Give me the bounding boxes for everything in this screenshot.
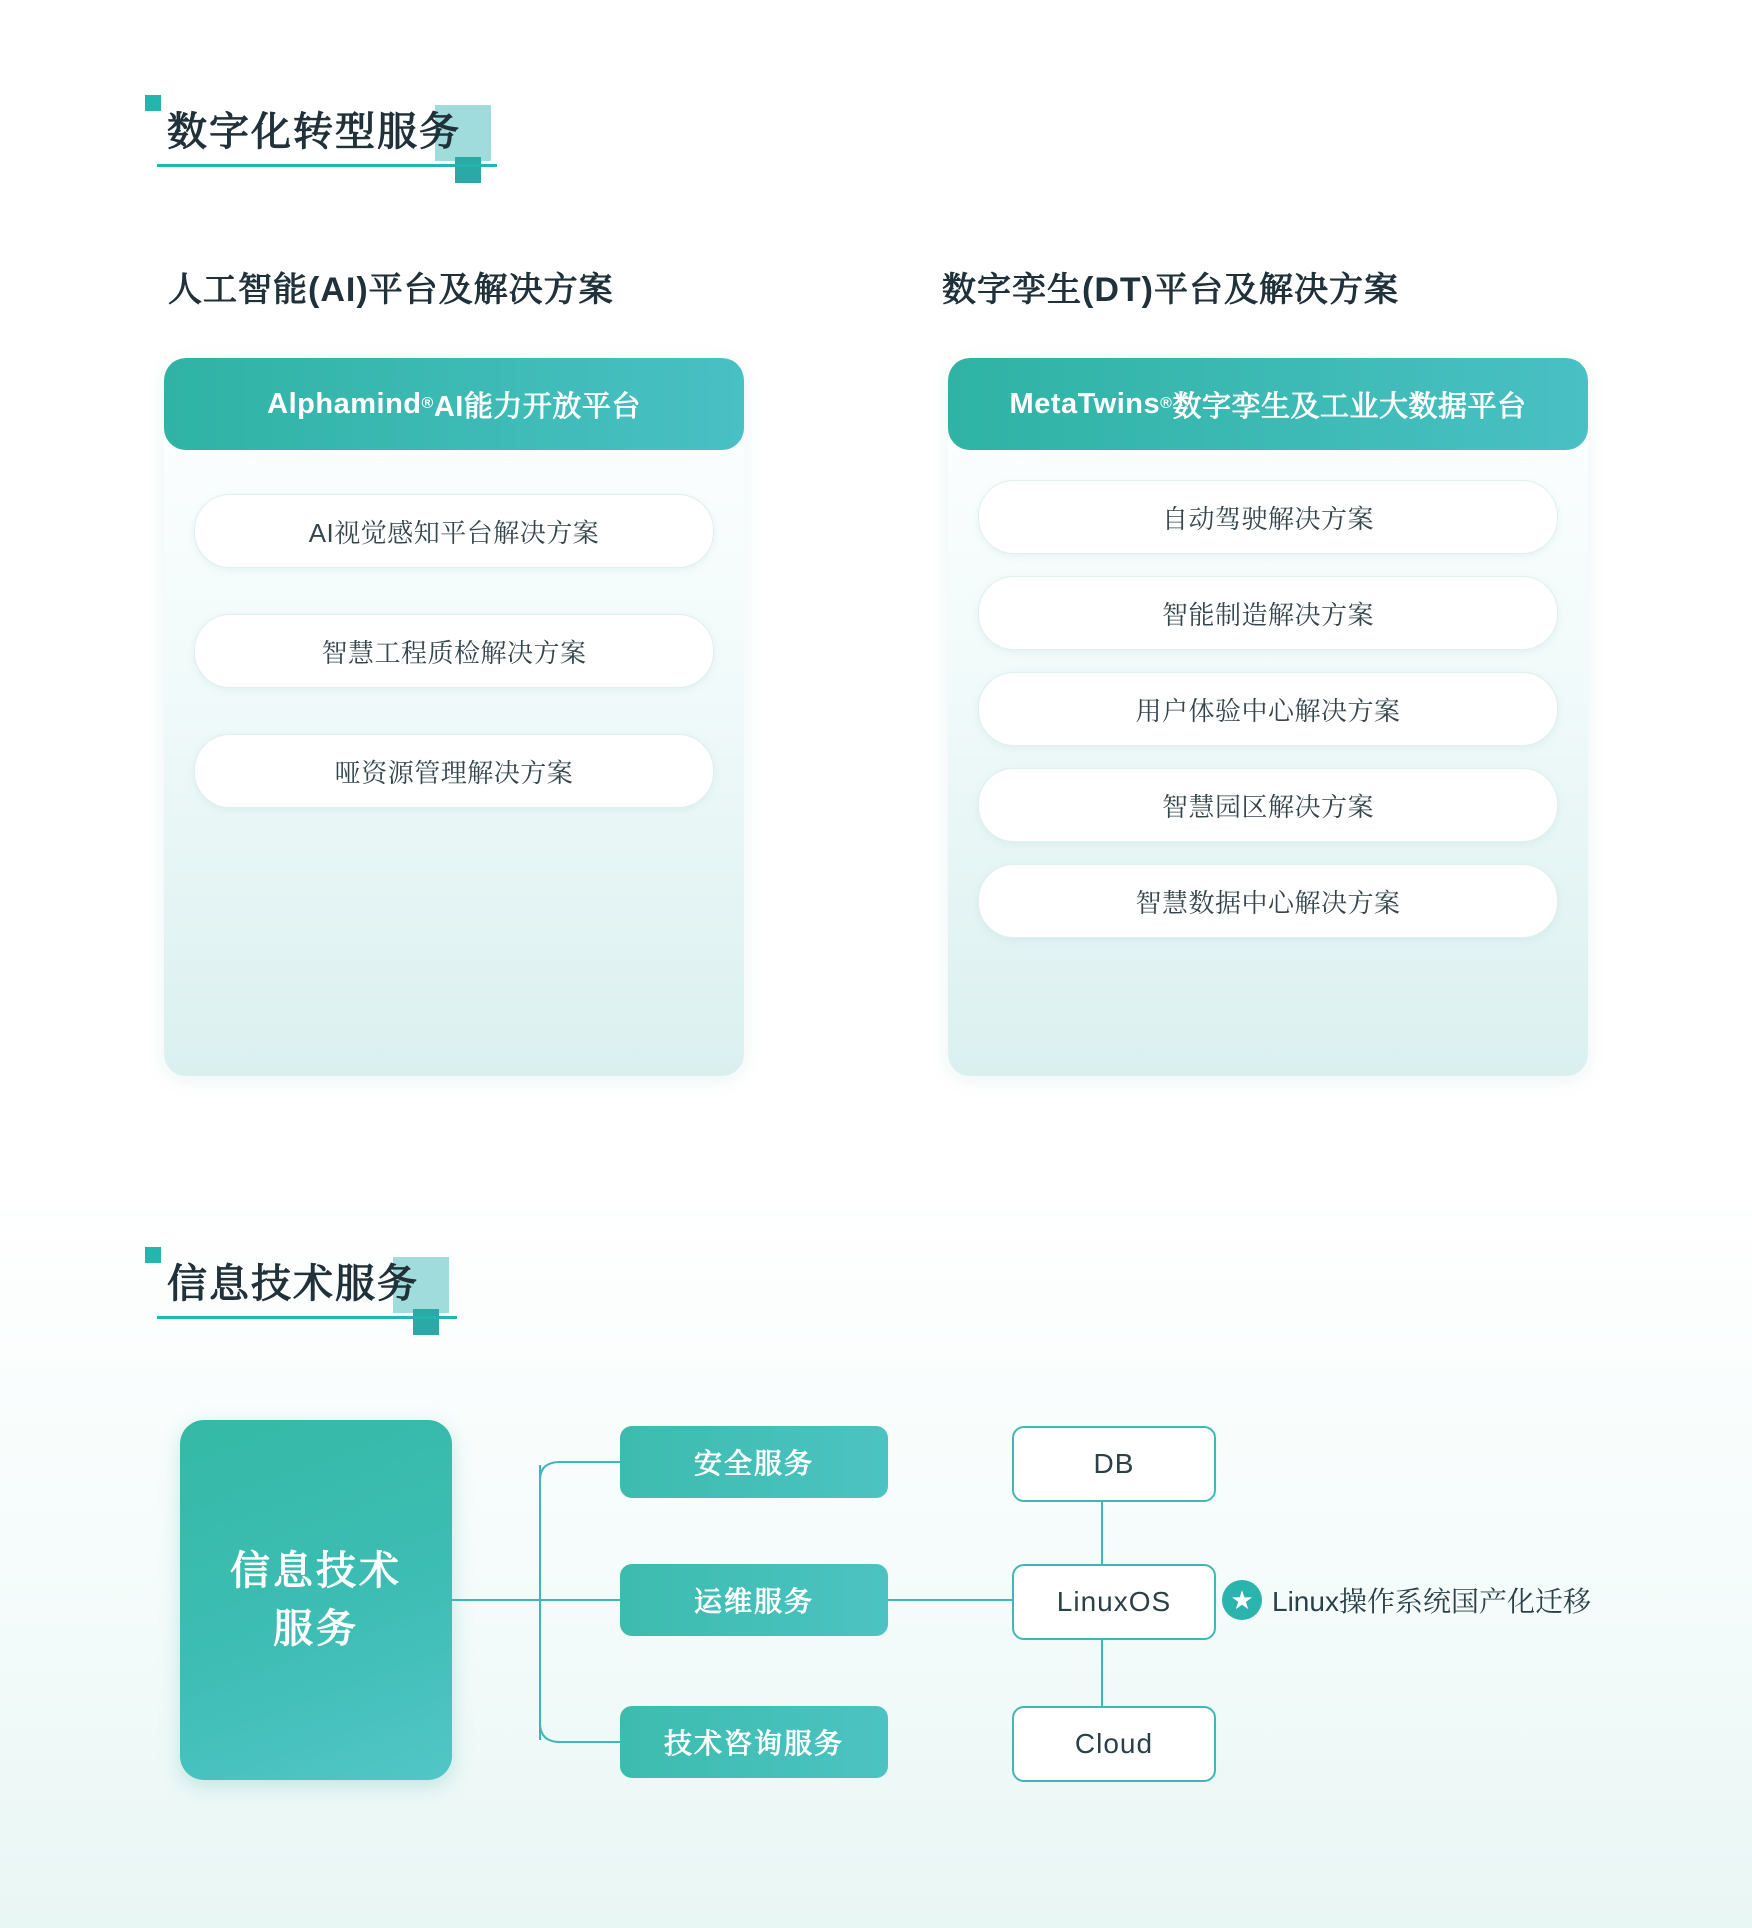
node-it-services-main bbox=[180, 1420, 452, 1780]
list-item[interactable]: 用户体验中心解决方案 bbox=[978, 672, 1558, 746]
card-header-dt-rest: 数字孪生及工业大数据平台 bbox=[1172, 390, 1527, 423]
pill-list-dt bbox=[948, 450, 1588, 968]
heading-underline bbox=[157, 164, 497, 167]
star-icon: ★ bbox=[1222, 1580, 1262, 1620]
heading-deco-block-small bbox=[413, 1309, 439, 1335]
list-item[interactable]: 哑资源管理解决方案 bbox=[194, 734, 714, 808]
main-node-line-2: 服务 bbox=[273, 1607, 359, 1651]
registered-mark-icon: ® bbox=[421, 395, 434, 412]
column-title-dt: 数字孪生(DT)平台及解决方案 bbox=[942, 271, 1399, 309]
section-heading-digital-transformation bbox=[145, 95, 461, 155]
section-heading-it-services bbox=[145, 1247, 419, 1307]
node-security-service[interactable]: 安全服务 bbox=[620, 1426, 888, 1498]
registered-mark-icon: ® bbox=[1160, 395, 1173, 412]
card-header-dt-name: MetaTwins bbox=[1009, 387, 1161, 420]
list-item[interactable]: 智慧工程质检解决方案 bbox=[194, 614, 714, 688]
section-title: 信息技术服务 bbox=[167, 1262, 419, 1306]
list-item[interactable]: 智慧数据中心解决方案 bbox=[978, 864, 1558, 938]
heading-underline bbox=[157, 1316, 457, 1319]
node-ops-service[interactable]: 运维服务 bbox=[620, 1564, 888, 1636]
card-header-ai-name: Alphamind bbox=[267, 387, 422, 420]
heading-deco-block-small bbox=[455, 157, 481, 183]
node-db[interactable]: DB bbox=[1012, 1426, 1216, 1502]
node-linuxos[interactable]: LinuxOS bbox=[1012, 1564, 1216, 1640]
card-header-dt bbox=[948, 358, 1588, 450]
column-title-ai: 人工智能(AI)平台及解决方案 bbox=[168, 271, 614, 309]
list-item[interactable]: 智能制造解决方案 bbox=[978, 576, 1558, 650]
card-header-ai bbox=[164, 358, 744, 450]
node-cloud[interactable]: Cloud bbox=[1012, 1706, 1216, 1782]
list-item[interactable]: 自动驾驶解决方案 bbox=[978, 480, 1558, 554]
list-item[interactable]: AI视觉感知平台解决方案 bbox=[194, 494, 714, 568]
list-item[interactable]: 智慧园区解决方案 bbox=[978, 768, 1558, 842]
card-ai-platform bbox=[164, 358, 744, 1076]
card-header-ai-rest: AI能力开放平台 bbox=[433, 390, 641, 423]
linux-migration-note-label: Linux操作系统国产化迁移 bbox=[1272, 1586, 1591, 1617]
pill-list-ai bbox=[164, 450, 744, 838]
card-dt-platform bbox=[948, 358, 1588, 1076]
node-consulting-service[interactable]: 技术咨询服务 bbox=[620, 1706, 888, 1778]
main-node-line-1: 信息技术 bbox=[230, 1549, 402, 1593]
section-title: 数字化转型服务 bbox=[167, 110, 461, 154]
linux-migration-note bbox=[1222, 1580, 1591, 1620]
